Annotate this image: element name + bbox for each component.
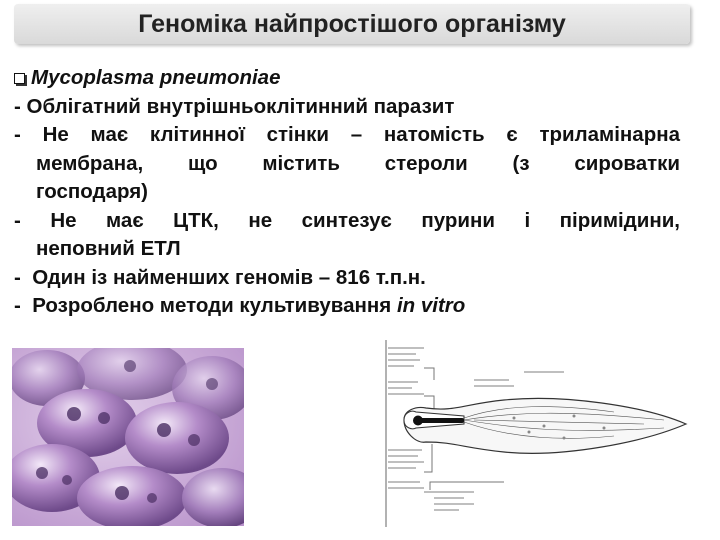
organism-line [14, 64, 680, 93]
diagram-image [364, 332, 694, 532]
page-title: Геноміка найпростішого організму [138, 9, 566, 38]
checkbox-icon [14, 73, 25, 84]
bullet-culture [14, 292, 680, 321]
title-bar [14, 4, 690, 44]
bullet-no-tca-2: неповний ЕТЛ [36, 237, 181, 260]
micrograph-image [12, 348, 244, 526]
organism-name: Mycoplasma pneumoniae [31, 66, 281, 89]
bullet-no-wall-2: мембрана, що містить стероли (з сироватки [36, 151, 680, 175]
bullet-culture-text: Розроблено методи культивування [32, 294, 392, 317]
bullet-no-wall-3: господаря) [36, 180, 149, 203]
cell-structure-diagram [364, 332, 694, 532]
mycoplasma-micrograph [12, 348, 244, 526]
content-text [14, 64, 680, 321]
bullet-genome [14, 264, 680, 293]
bullet-dash: - [14, 294, 21, 317]
bullet-no-tca-1: - Не має ЦТК, не синтезує пурини і піримідини, [14, 208, 680, 232]
bullet-dash: - [14, 265, 21, 289]
bullet-genome-text: Один із найменших геномів – 816 т.п.н. [32, 265, 426, 289]
bullet-no-wall-1: - Не має клітинної стінки – натомість є триламінарна [14, 123, 680, 146]
bullet-parasite: - Облігатний внутрішньоклітинний паразит [14, 94, 455, 118]
bullet-culture-italic: in vitro [396, 294, 466, 317]
